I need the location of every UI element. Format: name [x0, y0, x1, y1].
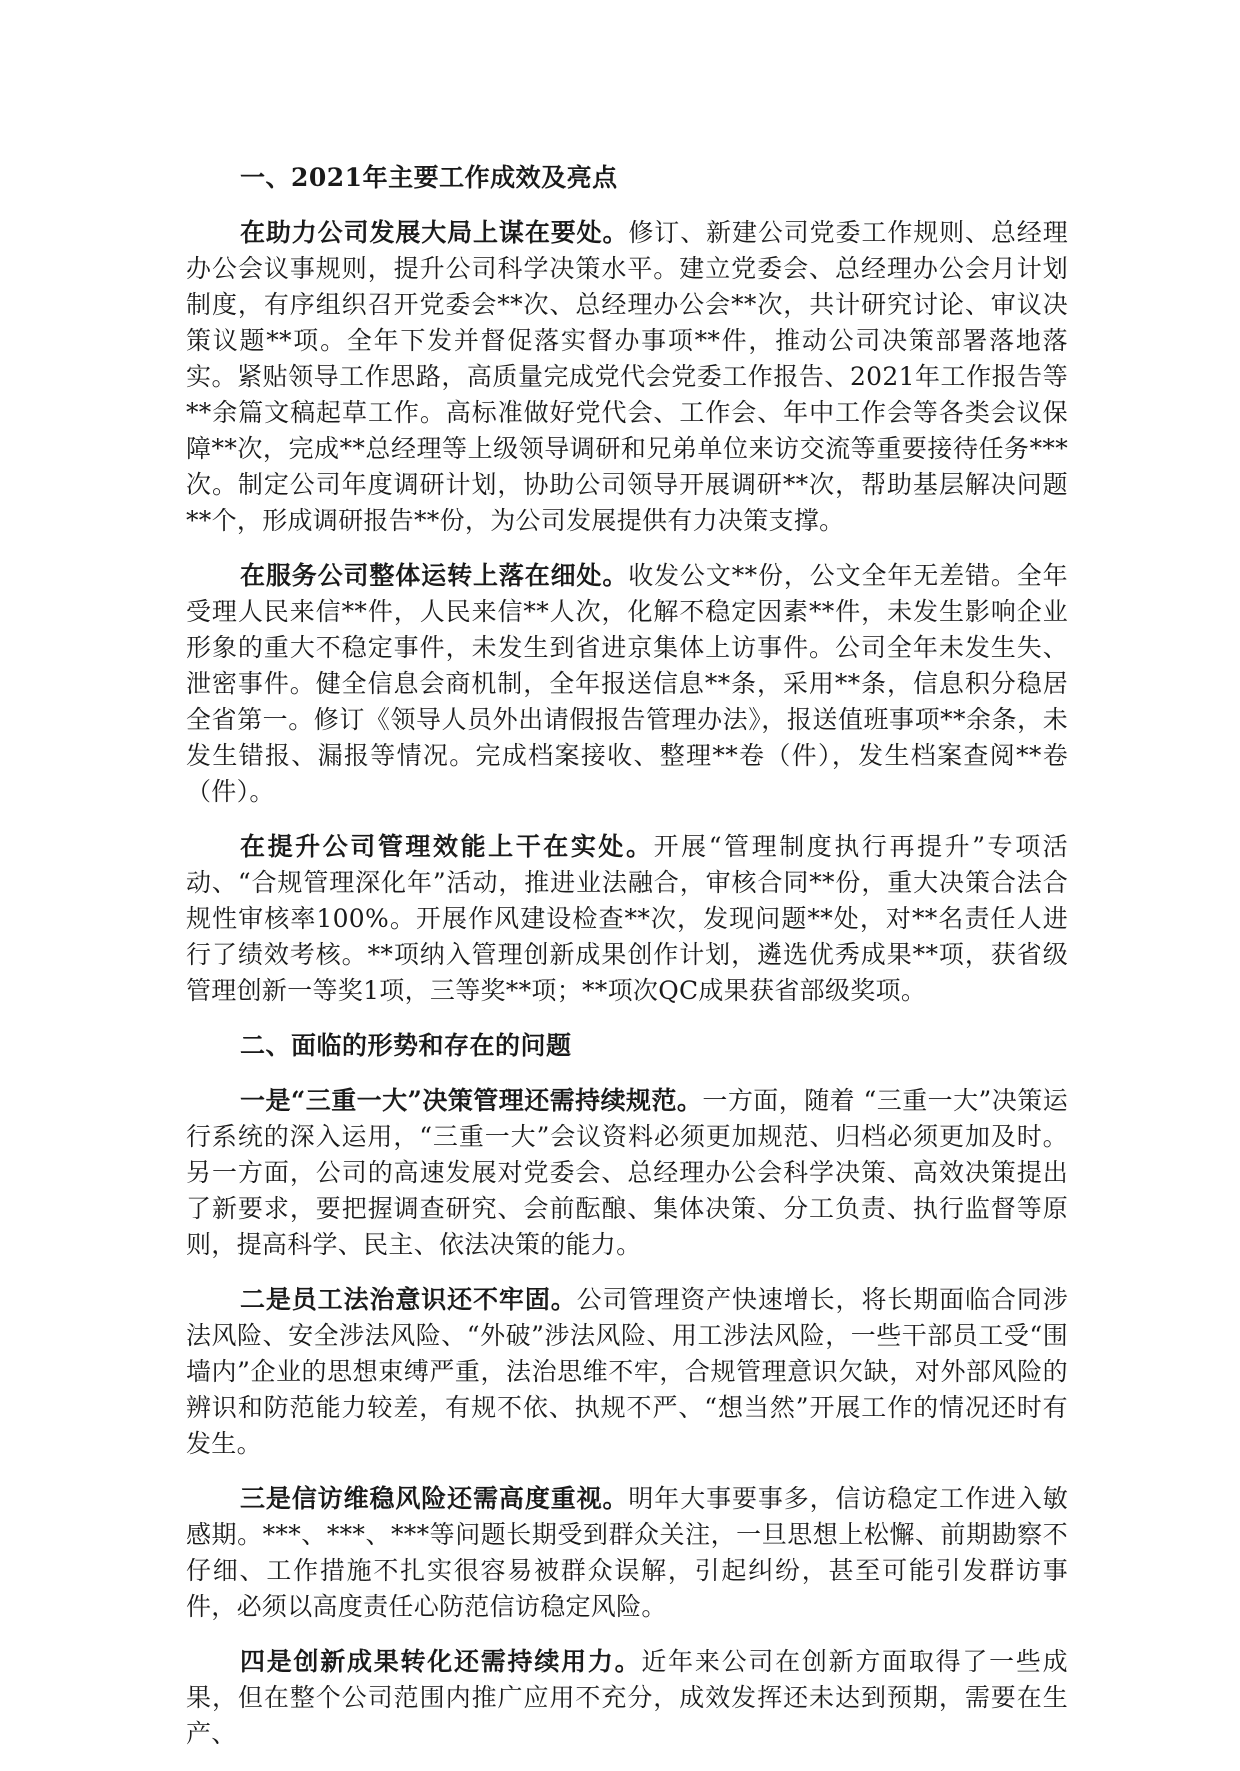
paragraph-body: 公司管理资产快速增长，将长期面临合同涉法风险、安全涉法风险、“外破”涉法风险、用工涉法风险，一些干部员工受“围墙内”企业的思想束缚严重，法治思维不牢，合规管理意识欠缺，对外部风险的辨识和防范能力较差，有规不依、执规不严、“想当然”开展工作的情况还时有发生。	[186, 1285, 1069, 1458]
paragraph-lead: 在服务公司整体运转上落在细处。	[240, 561, 629, 590]
section-2-paragraph-1	[186, 1083, 1068, 1263]
paragraph-lead: 二是员工法治意识还不牢固。	[240, 1285, 577, 1314]
paragraph-body: 收发公文**份，公文全年无差错。全年受理人民来信**件，人民来信**人次，化解不稳定因素**件，未发生影响企业形象的重大不稳定事件，未发生到省进京集体上访事件。公司全年未发生失、泄密事件。健全信息会商机制，全年报送信息**条，采用**条，信息积分稳居全省第一。修订《领导人员外出请假报告管理办法》，报送值班事项**余条，未发生错报、漏报等情况。完成档案接收、整理**卷（件），发生档案查阅**卷（件）。	[186, 561, 1068, 806]
paragraph-lead: 在助力公司发展大局上谋在要处。	[240, 218, 629, 247]
section-1-paragraph-1	[186, 215, 1068, 539]
paragraph-body: 一方面，随着 “三重一大”决策运行系统的深入运用，“三重一大”会议资料必须更加规范、归档必须更加及时。另一方面，公司的高速发展对党委会、总经理办公会科学决策、高效决策提出了新要求，要把握调查研究、会前酝酿、集体决策、分工负责、执行监督等原则，提高科学、民主、依法决策的能力。	[186, 1086, 1069, 1259]
paragraph-lead: 四是创新成果转化还需持续用力。	[240, 1647, 642, 1676]
paragraph-lead: 在提升公司管理效能上干在实处。	[240, 832, 654, 861]
paragraph-body: 明年大事要事多，信访稳定工作进入敏感期。***、***、***等问题长期受到群众关注，一旦思想上松懈、前期勘察不仔细、工作措施不扎实很容易被群众误解，引起纠纷，甚至可能引发群访事件，必须以高度责任心防范信访稳定风险。	[186, 1484, 1068, 1621]
section-1-heading: 一、2021年主要工作成效及亮点	[240, 163, 618, 192]
section-2-paragraph-3	[186, 1481, 1068, 1625]
document-body	[186, 160, 1068, 1771]
paragraph-body: 修订、新建公司党委工作规则、总经理办公会议事规则，提升公司科学决策水平。建立党委会、总经理办公会月计划制度，有序组织召开党委会**次、总经理办公会**次，共计研究讨论、审议决策议题**项。全年下发并督促落实督办事项**件，推动公司决策部署落地落实。紧贴领导工作思路，高质量完成党代会党委工作报告、2021年工作报告等**余篇文稿起草工作。高标准做好党代会、工作会、年中工作会等各类会议保障**次，完成**总经理等上级领导调研和兄弟单位来访交流等重要接待任务***次。制定公司年度调研计划，协助公司领导开展调研**次，帮助基层解决问题**个，形成调研报告**份，为公司发展提供有力决策支撑。	[186, 218, 1068, 535]
paragraph-body: 近年来公司在创新方面取得了一些成果，但在整个公司范围内推广应用不充分，成效发挥还未达到预期，需要在生产、	[186, 1647, 1068, 1748]
section-1-paragraph-2	[186, 558, 1068, 810]
section-2-paragraph-4	[186, 1644, 1068, 1752]
paragraph-lead: 一是“三重一大”决策管理还需持续规范。	[240, 1086, 703, 1115]
section-2-paragraph-2	[186, 1282, 1068, 1462]
section-2-heading: 二、面临的形势和存在的问题	[240, 1031, 572, 1060]
paragraph-body: 开展“管理制度执行再提升”专项活动、“合规管理深化年”活动，推进业法融合，审核合同**份，重大决策合法合规性审核率100%。开展作风建设检查**次，发现问题**处，对**名责任人进行了绩效考核。**项纳入管理创新成果创作计划，遴选优秀成果**项，获省级管理创新一等奖1项，三等奖**项；**项次QC成果获省部级奖项。	[186, 832, 1068, 1005]
section-1-paragraph-3	[186, 829, 1068, 1009]
paragraph-lead: 三是信访维稳风险还需高度重视。	[240, 1484, 629, 1513]
